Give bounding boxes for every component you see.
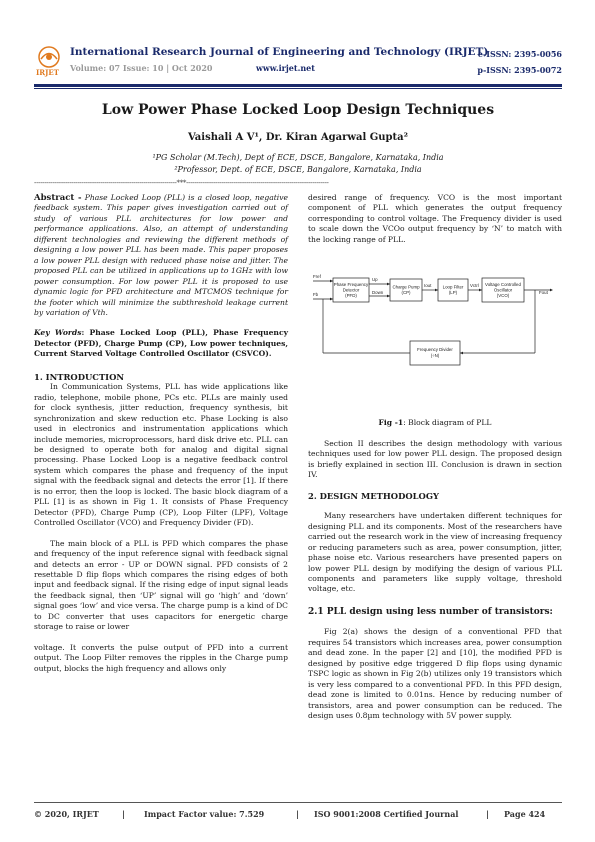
section-2-heading: 2. DESIGN METHODOLOGY	[308, 490, 439, 501]
fout-label: Fout	[539, 290, 548, 295]
abstract-label: Abstract -	[34, 193, 82, 203]
vco-text-3: (VCO)	[496, 293, 510, 298]
pll-block-diagram	[311, 261, 557, 381]
section-2-1-heading: 2.1 PLL design using less number of transistors:	[308, 606, 553, 617]
abstract	[34, 193, 288, 318]
cp-text-2: (CP)	[401, 290, 411, 295]
footer-sep-3: |	[486, 809, 489, 819]
pfd-text-2: Detector	[342, 287, 360, 293]
abstract-text: Phase Locked Loop (PLL) is a closed loop, negative feedback system. This paper gives investigation carried out of study of various PLL architectures for low power and performance applications. Also, an attempt of understanding different technologies and reviewing the different methods of designing a low power PLL has been made. This paper proposes a low power PLL design with reduced phase noise and jitter. The proposed PLL can be utilized in applications up to 1GHz with low power consumption. For low power PLL it is proposed to use dynamic logic for PFD architecture and MTCMOS technique for the footer which will minimize the subthreshold leakage current by variation of Vth.	[34, 193, 288, 317]
right-paragraph-3: Fig 2(a) shows the design of a conventional PFD that requires 54 transistors which increases area, power consumption and dead zone. In the paper [2] and [10], the modified PFD is designed by positive edge triggered D flip flops using dynamic TSPC logic as shown in Fig 2(b) utilizes only 19 transistors which is very less compared to a conventional PFD. In this PFD design, dead zone is limited to 0.01ns. Hence by reducing number of transistors, area and power consumption can be reduced. The design uses 0.8µm technology with 5V power supply.	[308, 627, 562, 720]
footer-sep-1: |	[122, 809, 125, 819]
pfd-text-3: (PFD)	[345, 293, 357, 298]
affiliation-1: ¹PG Scholar (M.Tech), Dept of ECE, DSCE, Bangalore, Karnataka, India	[152, 153, 444, 162]
vctrl-label: Vctrl	[470, 283, 479, 288]
right-column	[308, 193, 562, 245]
left-column	[34, 193, 288, 674]
journal-header	[34, 46, 562, 82]
journal-website[interactable]: www.irjet.net	[256, 63, 315, 73]
footer-iso: ISO 9001:2008 Certified Journal	[314, 809, 459, 819]
intro-paragraph-1: In Communication Systems, PLL has wide applications like radio, telephone, mobile phone, PCs etc. PLLs are mainly used for clock synthesis, jitter reduction, frequency synthesis, bit synchronization and skew reduction etc. Phase Locking is also used in electronics and instrumentation applications which include memories, microprocessors, hard disk drive etc. PLL can be designed to operate both for analog and digital signal processing. Phase Locked Loop is a negative feedback control system which compares the phase and frequency of the input signal with the feedback signal and detects the error [1]. If there is no error, then the loop is locked. The basic block diagram of a PLL [1] is as shown in Fig 1. It consists of Phase Frequency Detector (PFD), Charge Pump (CP), Loop Filter (LPF), Voltage Controlled Oscillator (VCO) and Frequency Divider (FD).	[34, 382, 288, 528]
vco-text-1: Voltage Controlled	[485, 282, 521, 287]
footer-rule	[34, 802, 562, 803]
vco-text-2: Oscillator	[493, 287, 513, 293]
footer-page: Page 424	[504, 809, 546, 819]
intro-paragraph-2: The main block of a PLL is PFD which compares the phase and frequency of the input reference signal with feedback signal and detects an error - UP or DOWN signal. PFD consists of 2 resettable D flip flops which compares the rising edges of both input and feedback signal. If the rising edge of input signal leads the feedback signal, then ‘UP’ signal will go ‘high’ and ‘down’ signal goes ‘low’ and vice versa. The charge pump is a kind of DC to DC converter that uses capacitors for energetic charge storage to raise or lower	[34, 538, 288, 632]
pfd-text-1: Phase Frequency	[333, 282, 369, 287]
p-issn: p-ISSN: 2395-0072	[477, 65, 562, 75]
figure-1-caption	[308, 418, 562, 427]
figure-1-caption-text: : Block diagram of PLL	[403, 418, 492, 427]
up-label: Up	[372, 277, 378, 282]
paper-title: Low Power Phase Locked Loop Design Techniques	[101, 102, 495, 118]
footer-impact: Impact Factor value: 7.529	[144, 809, 265, 819]
lf-text-2: (LP)	[448, 290, 458, 295]
cp-text-1: Charge Pump	[392, 284, 420, 290]
section-separator: ---------------------------------------------------------------------***---------------------------------------------------------------------	[34, 179, 329, 187]
logo-text: IRJET	[36, 68, 59, 77]
keywords-label: Key Words	[34, 328, 82, 338]
down-label: Down	[372, 290, 384, 295]
fd-text-1: Frequency Divider	[417, 347, 453, 352]
fb-label: Fb	[313, 292, 319, 297]
figure-1-label: Fig -1	[378, 418, 404, 427]
lf-text-1: Loop Filter	[442, 284, 464, 290]
affiliation-2: ²Professor, Dept. of ECE, DSCE, Bangalore, Karnataka, India	[174, 165, 422, 174]
icp-label: Iout	[424, 283, 432, 288]
fref-label: Fref	[313, 274, 321, 279]
journal-name: International Research Journal of Engineering and Technology (IRJET)	[70, 46, 489, 58]
paper-authors: Vaishali A V¹, Dr. Kiran Agarwal Gupta²	[187, 132, 409, 143]
footer-sep-2: |	[296, 809, 299, 819]
right-paragraph-2: Many researchers have undertaken different techniques for designing PLL and its components. Most of the researchers have carried out the research work in the view of increasing frequency or reducing parameters such as area, power consumption, jitter, phase noise etc. Various researchers have presented papers on low power PLL design by modifying the design of various PLL components and parameters like supply voltage, threshold voltage, etc.	[308, 511, 562, 594]
fd-text-2: (÷N)	[430, 353, 440, 358]
footer-copyright: © 2020, IRJET	[34, 809, 99, 819]
keywords-text: : Phase Locked Loop (PLL), Phase Frequency Detector (PFD), Charge Pump (CP), Low power techniques, Current Starved Voltage Controlled Oscillator (CSVCO).	[34, 328, 288, 359]
keywords	[34, 328, 288, 359]
right-paragraph-1: Section II describes the design methodology with various techniques used for low power PLL design. The proposed design is briefly explained in section III. Conclusion is drawn in section IV.	[308, 439, 562, 480]
right-paragraph-0: desired range of frequency. VCO is the most important component of PLL which generates the output frequency corresponding to control voltage. The Frequency divider is used to scale down the VCOo output frequency by ‘N’ to match with the locking range of PLL.	[308, 193, 562, 244]
section-1-heading: 1. INTRODUCTION	[34, 371, 125, 382]
volume-issue: Volume: 07 Issue: 10 | Oct 2020	[70, 63, 213, 73]
header-rule-thin	[34, 88, 562, 89]
arrowheads	[330, 280, 553, 355]
e-issn: e-ISSN: 2395-0056	[477, 49, 562, 59]
intro-paragraph-3: voltage. It converts the pulse output of PFD into a current output. The Loop Filter removes the ripples in the Charge pump output, blocks the high frequency and allows only	[34, 642, 288, 673]
header-rule	[34, 84, 562, 87]
right-column-lower	[308, 439, 562, 721]
